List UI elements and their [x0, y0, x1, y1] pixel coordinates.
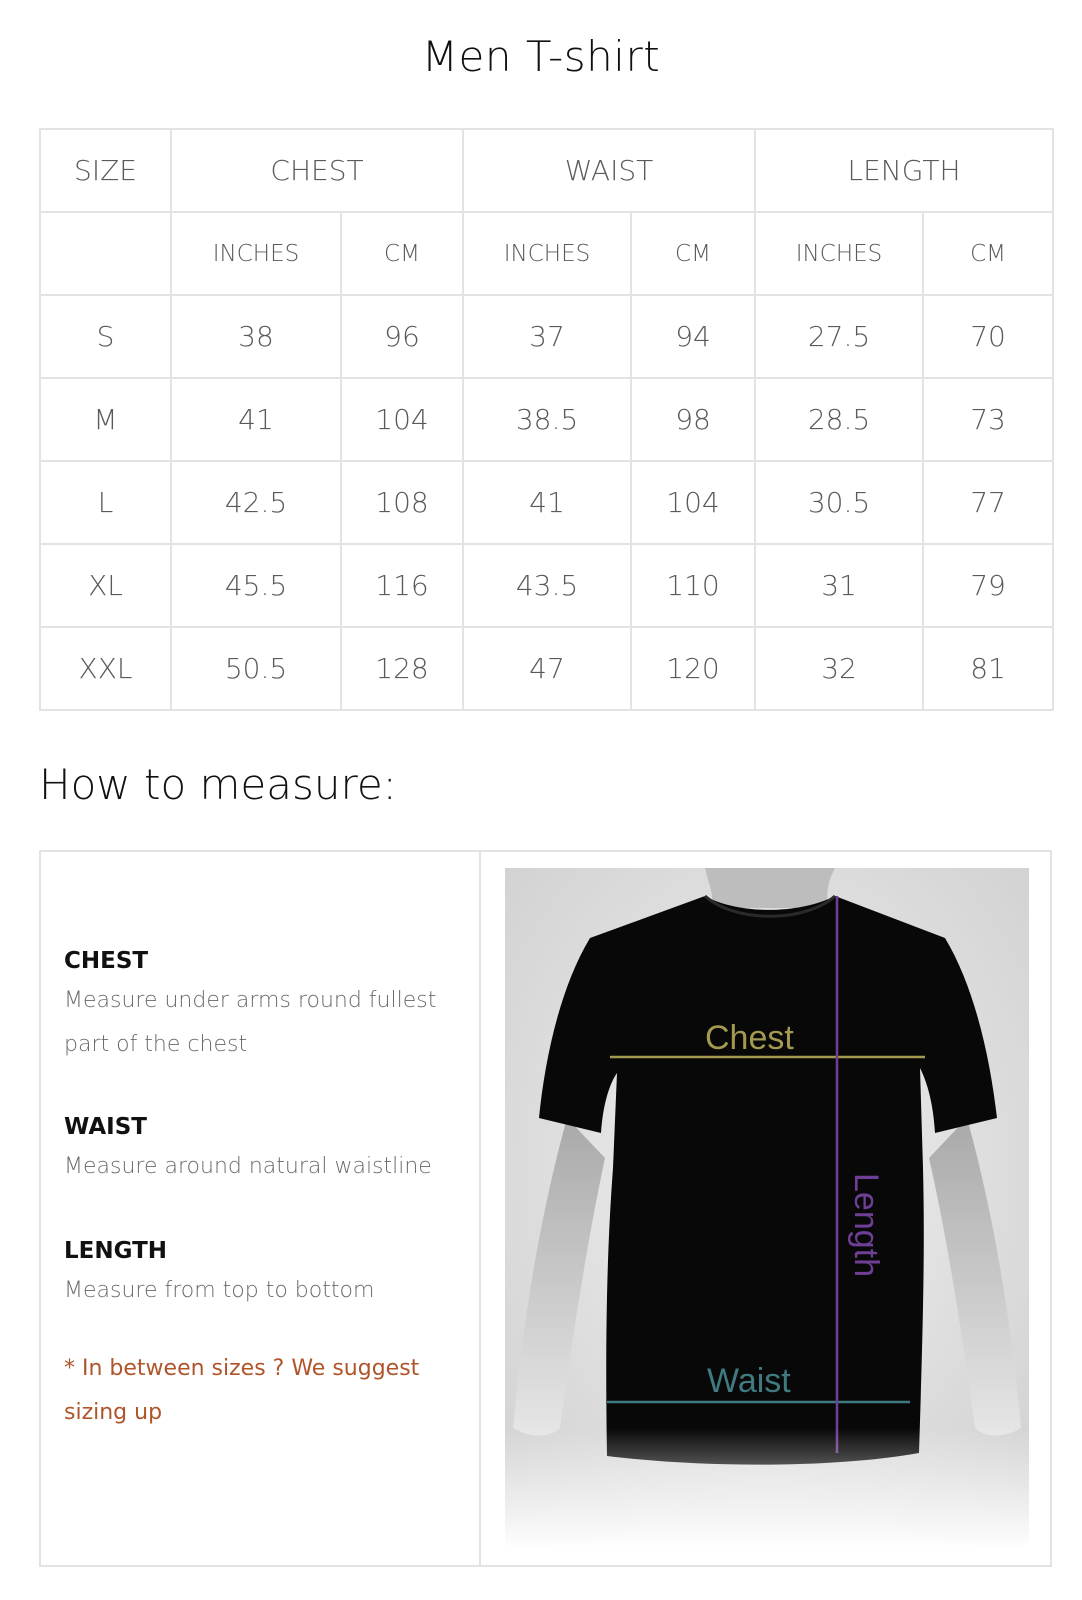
chest-cm-cell: 128: [341, 627, 463, 710]
length-cm-cell: 81: [923, 627, 1053, 710]
table-units-row: [40, 212, 1053, 295]
unit-waist-cm: CM: [631, 212, 755, 295]
units-empty-cell: [40, 212, 171, 295]
length-instruction-title: LENGTH: [64, 1238, 168, 1264]
page-title: Men T-shirt: [421, 32, 661, 81]
waist-cm-cell: 110: [631, 544, 755, 627]
tshirt-diagram: [505, 868, 1029, 1545]
chest-inches-cell: 38: [171, 295, 341, 378]
size-cell: M: [40, 378, 171, 461]
waist-cm-cell: 94: [631, 295, 755, 378]
table-header-row: [40, 129, 1053, 212]
chest-instruction-title: CHEST: [64, 948, 149, 974]
size-cell: S: [40, 295, 171, 378]
waist-inches-cell: 41: [463, 461, 631, 544]
header-size: SIZE: [40, 129, 171, 212]
chest-inches-cell: 42.5: [171, 461, 341, 544]
unit-chest-cm: CM: [341, 212, 463, 295]
length-cm-cell: 77: [923, 461, 1053, 544]
size-cell: L: [40, 461, 171, 544]
tshirt-measurement-figure: [505, 868, 1029, 1545]
length-cm-cell: 79: [923, 544, 1053, 627]
how-to-measure-heading: How to measure:: [39, 760, 397, 809]
waist-inches-cell: 38.5: [463, 378, 631, 461]
unit-length-inches: INCHES: [755, 212, 923, 295]
size-cell: XXL: [40, 627, 171, 710]
header-waist: WAIST: [463, 129, 755, 212]
chest-cm-cell: 96: [341, 295, 463, 378]
unit-chest-inches: INCHES: [171, 212, 341, 295]
waist-instruction-text: Measure around natural waistline: [64, 1154, 432, 1179]
waist-inches-cell: 43.5: [463, 544, 631, 627]
length-inches-cell: 32: [755, 627, 923, 710]
chest-cm-cell: 116: [341, 544, 463, 627]
length-cm-cell: 70: [923, 295, 1053, 378]
length-cm-cell: 73: [923, 378, 1053, 461]
length-label: Length: [847, 1173, 885, 1277]
sizing-note: * In between sizes ? We suggest sizing up: [64, 1356, 420, 1425]
chest-instruction-text: Measure under arms round fullest part of the chest: [64, 988, 437, 1057]
table-row: [40, 544, 1053, 627]
table-row: [40, 295, 1053, 378]
waist-instruction-title: WAIST: [64, 1114, 147, 1140]
chest-cm-cell: 104: [341, 378, 463, 461]
waist-cm-cell: 120: [631, 627, 755, 710]
waist-inches-cell: 47: [463, 627, 631, 710]
table-row: [40, 378, 1053, 461]
table-row: [40, 627, 1053, 710]
size-cell: XL: [40, 544, 171, 627]
unit-waist-inches: INCHES: [463, 212, 631, 295]
header-chest: CHEST: [171, 129, 463, 212]
length-inches-cell: 27.5: [755, 295, 923, 378]
chest-cm-cell: 108: [341, 461, 463, 544]
chest-inches-cell: 41: [171, 378, 341, 461]
length-instruction-text: Measure from top to bottom: [64, 1278, 375, 1303]
figure-bottom-fade: [505, 1428, 1029, 1545]
waist-cm-cell: 98: [631, 378, 755, 461]
chest-inches-cell: 45.5: [171, 544, 341, 627]
chest-inches-cell: 50.5: [171, 627, 341, 710]
length-inches-cell: 28.5: [755, 378, 923, 461]
mannequin-neck: [705, 868, 835, 908]
measure-instructions: [41, 852, 481, 1565]
length-inches-cell: 30.5: [755, 461, 923, 544]
waist-label: Waist: [707, 1362, 791, 1400]
waist-inches-cell: 37: [463, 295, 631, 378]
table-row: [40, 461, 1053, 544]
how-to-measure-panel: [39, 850, 1052, 1567]
waist-cm-cell: 104: [631, 461, 755, 544]
length-inches-cell: 31: [755, 544, 923, 627]
header-length: LENGTH: [755, 129, 1053, 212]
size-chart-table: [39, 128, 1054, 711]
unit-length-cm: CM: [923, 212, 1053, 295]
chest-label: Chest: [705, 1019, 794, 1057]
